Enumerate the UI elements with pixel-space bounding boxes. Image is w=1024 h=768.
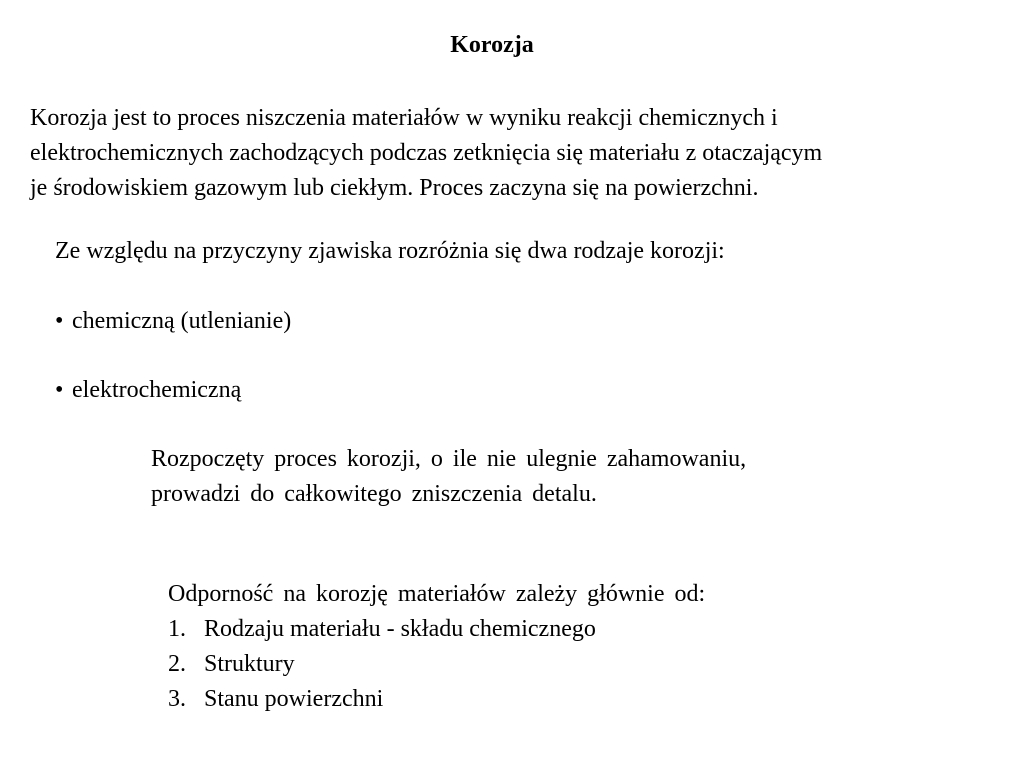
note-line-2: prowadzi do całkowitego zniszczenia detalu. [151, 481, 597, 507]
item-text: Stanu powierzchni [204, 686, 384, 712]
bullet-item-electrochemical [55, 373, 241, 408]
resistance-heading: Odporność na korozję materiałów zależy głównie od: [168, 581, 706, 607]
numbered-item-1 [168, 612, 928, 647]
note-line-1: Rozpoczęty proces korozji, o ile nie ulegnie zahamowaniu, [151, 446, 747, 472]
intro-line-3: je środowiskiem gazowym lub ciekłym. Proces zaczyna się na powierzchni. [30, 175, 759, 201]
item-number: 1. [168, 616, 186, 642]
item-text: Struktury [204, 651, 295, 677]
bullet-item-label: chemiczną (utlenianie) [72, 308, 292, 334]
item-number: 3. [168, 686, 186, 712]
bullet-item-label: elektrochemiczną [72, 377, 242, 403]
item-number: 2. [168, 651, 186, 677]
corrosion-note [151, 442, 911, 512]
bullet-dot: • [55, 377, 64, 403]
intro-line-1: Korozja jest to proces niszczenia materiałów w wyniku reakcji chemicznych i [30, 105, 778, 131]
resistance-section [168, 577, 928, 717]
numbered-item-3 [168, 682, 928, 717]
bullet-dot: • [55, 308, 64, 334]
numbered-item-2 [168, 647, 928, 682]
intro-line-2: elektrochemicznych zachodzących podczas zetknięcia się materiału z otaczającym [30, 140, 823, 166]
bullet-item-chemical [55, 304, 291, 339]
slide-title-text: Korozja [450, 32, 534, 58]
slide-title [0, 30, 1024, 60]
intro-paragraph [30, 101, 1000, 206]
item-text: Rodzaju materiału - składu chemicznego [204, 616, 596, 642]
reasons-text: Ze względu na przyczyny zjawiska rozróżnia się dwa rodzaje korozji: [55, 238, 725, 264]
